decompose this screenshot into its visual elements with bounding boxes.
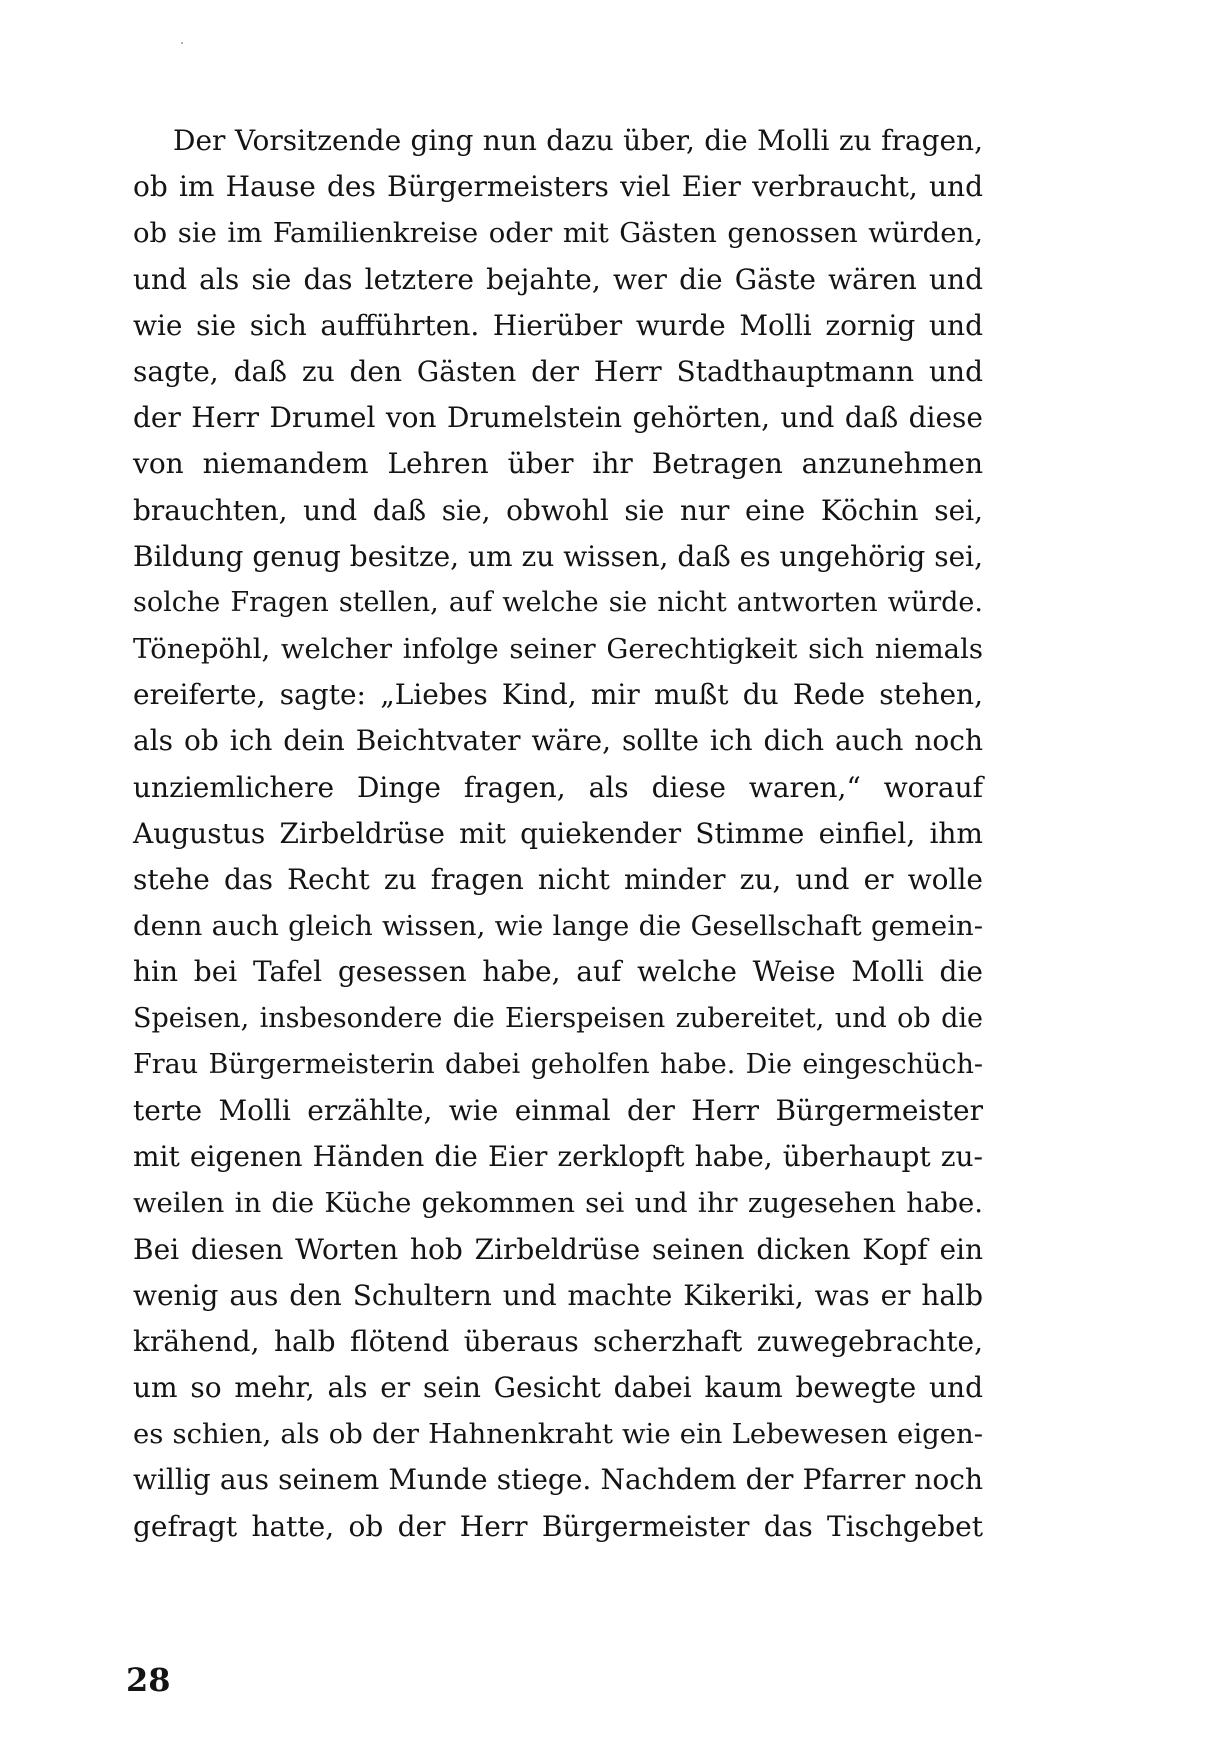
text-line: brauchten, und daß sie, obwohl sie nur eine Köchin sei,	[133, 493, 983, 527]
text-line: es schien, als ob der Hahnenkraht wie ein Lebewesen eigen-	[133, 1418, 983, 1451]
text-line: Bildung genug besitze, um zu wissen, daß es ungehörig sei,	[133, 539, 983, 573]
text-line: von niemandem Lehren über ihr Betragen anzunehmen	[133, 447, 983, 481]
text-line: stehe das Recht zu fragen nicht minder zu, und er wolle	[133, 863, 983, 896]
body-text	[133, 118, 983, 1550]
text-line: terte Molli erzählte, wie einmal der Herr Bürgermeister	[133, 1093, 983, 1127]
text-line: Frau Bürgermeisterin dabei geholfen habe. Die eingeschüch-	[133, 1048, 983, 1080]
text-line: krähend, halb flötend überaus scherzhaft zuwegebrachte,	[133, 1324, 983, 1358]
text-line: Tönepöhl, welcher infolge seiner Gerechtigkeit sich niemals	[133, 633, 983, 666]
text-line: ereiferte, sagte: „Liebes Kind, mir mußt du Rede stehen,	[133, 678, 983, 712]
text-line: um so mehr, als er sein Gesicht dabei kaum bewegte und	[133, 1371, 983, 1405]
text-line: mit eigenen Händen die Eier zerklopft habe, überhaupt zu-	[133, 1140, 983, 1174]
text-line: und als sie das letztere bejahte, wer die Gäste wären und	[133, 262, 983, 296]
text-line: weilen in die Küche gekommen sei und ihr zugesehen habe.	[133, 1187, 983, 1220]
text-line: gefragt hatte, ob der Herr Bürgermeister das Tischgebet	[133, 1509, 983, 1543]
text-line: solche Fragen stellen, auf welche sie nicht antworten würde.	[133, 586, 983, 618]
text-line: wenig aus den Schultern und machte Kikeriki, was er halb	[133, 1278, 983, 1312]
text-line: als ob ich dein Beichtvater wäre, sollte ich dich auch noch	[133, 724, 983, 758]
text-line: denn auch gleich wissen, wie lange die Gesellschaft gemein-	[133, 910, 983, 943]
text-line: ob im Hause des Bürgermeisters viel Eier verbraucht, und	[133, 170, 983, 204]
text-line: hin bei Tafel gesessen habe, auf welche Weise Molli die	[133, 955, 983, 989]
text-line: Bei diesen Worten hob Zirbeldrüse seinen dicken Kopf ein	[133, 1232, 983, 1266]
page-number: 28	[126, 1661, 171, 1699]
text-line: Augustus Zirbeldrüse mit quiekender Stimme einfiel, ihm	[133, 816, 983, 850]
text-line: der Herr Drumel von Drumelstein gehörten, und daß diese	[133, 401, 983, 435]
scan-speck	[181, 42, 183, 44]
text-line: sagte, daß zu den Gästen der Herr Stadthauptmann und	[133, 354, 983, 388]
text-line: Der Vorsitzende ging nun dazu über, die Molli zu fragen,	[173, 124, 983, 157]
text-line: ob sie im Familienkreise oder mit Gästen genossen würden,	[133, 217, 983, 250]
text-line: wie sie sich aufführten. Hierüber wurde Molli zornig und	[133, 308, 983, 342]
text-line: Speisen, insbesondere die Eierspeisen zubereitet, und ob die	[133, 1002, 983, 1034]
text-line: unziemlichere Dinge fragen, als diese waren,“ worauf	[133, 770, 983, 804]
text-line: willig aus seinem Munde stiege. Nachdem der Pfarrer noch	[133, 1463, 983, 1497]
